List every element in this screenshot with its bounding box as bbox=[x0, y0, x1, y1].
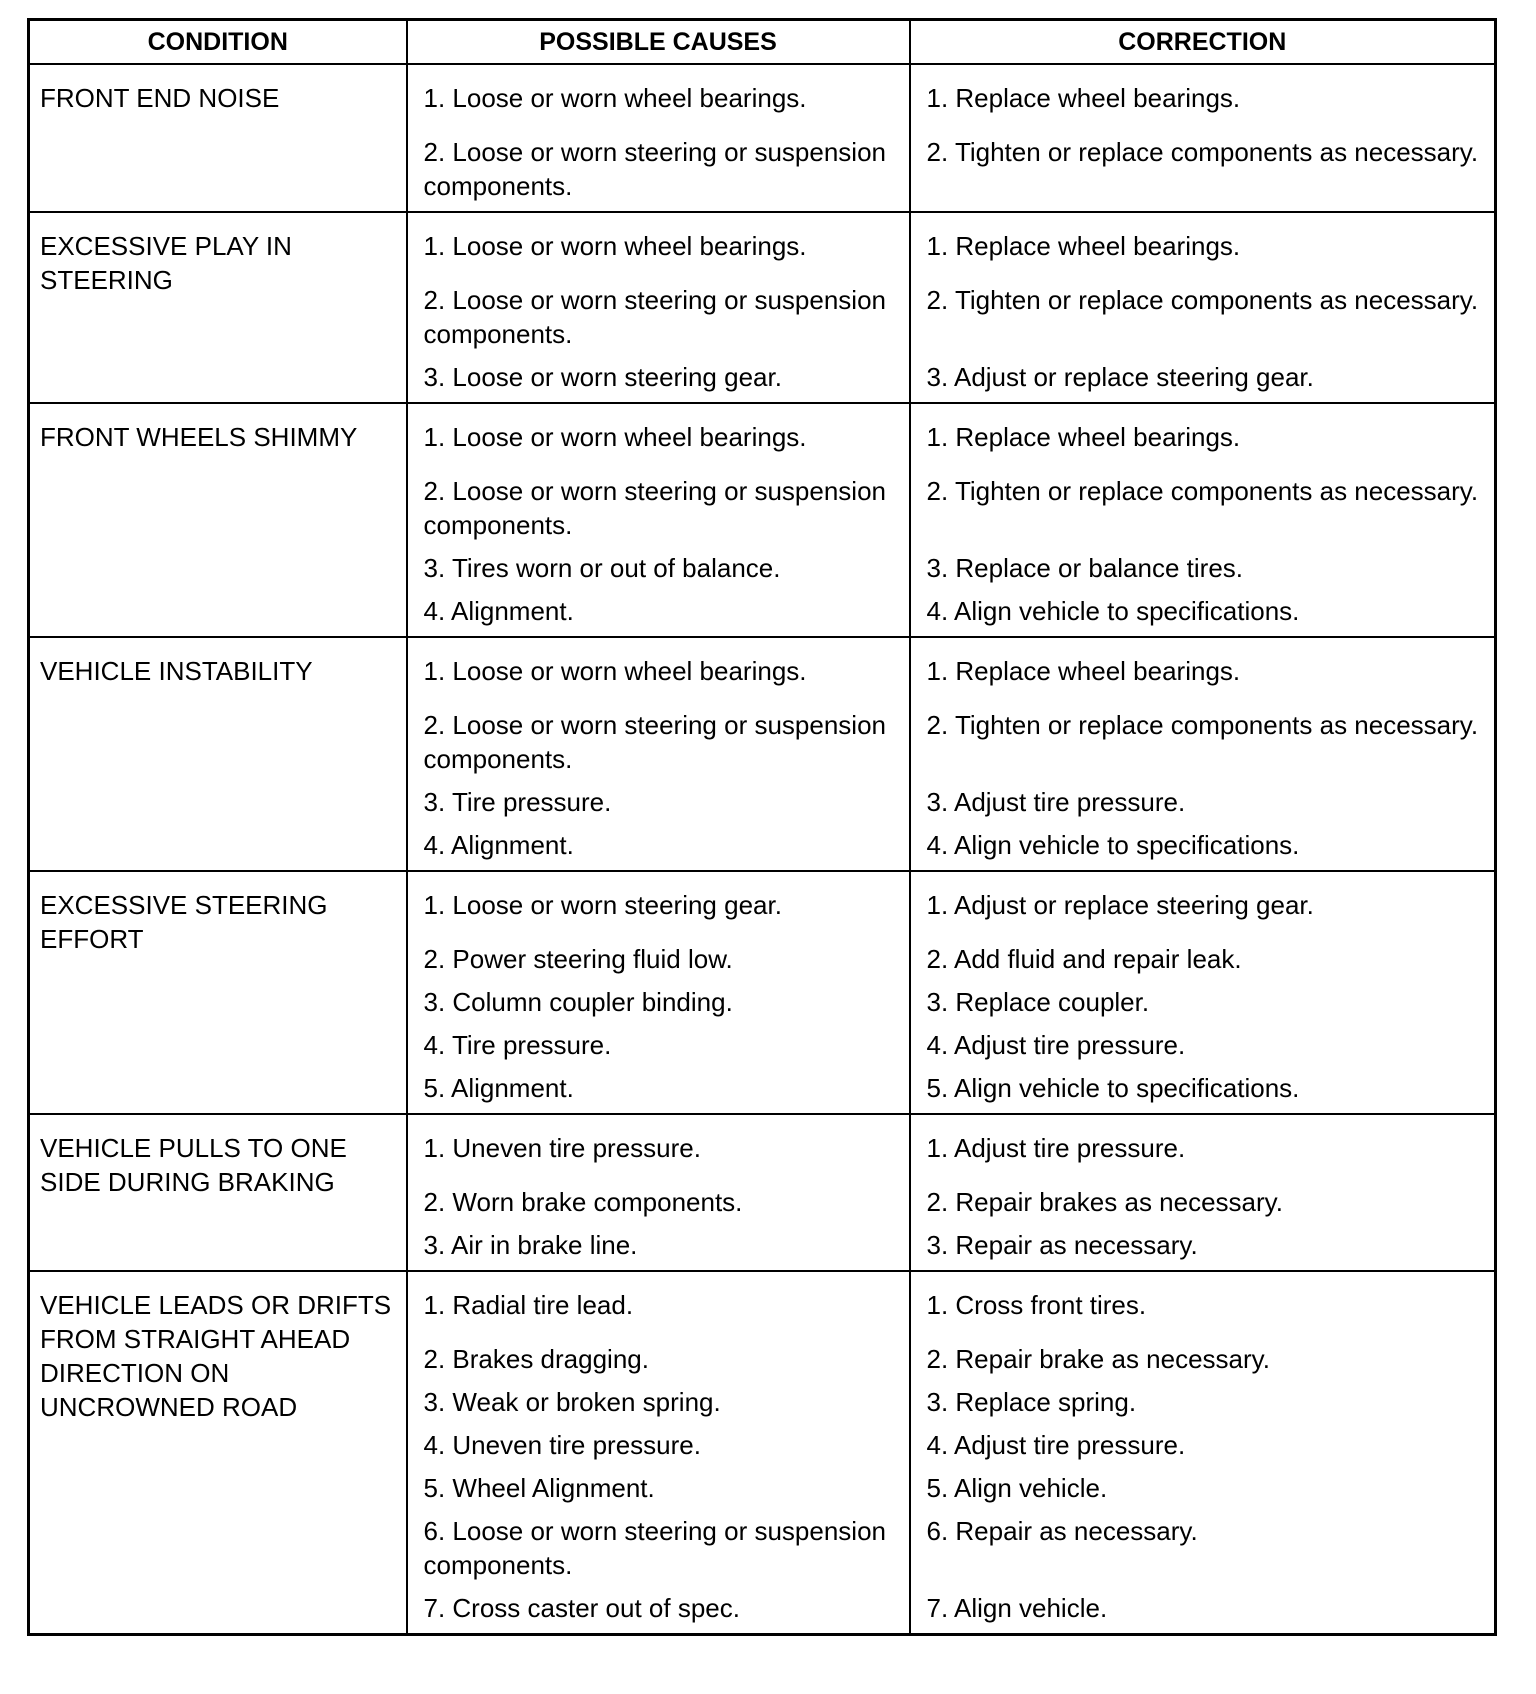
correction-item: 2. Tighten or replace components as necessary. bbox=[926, 710, 1479, 740]
header-correction: CORRECTION bbox=[910, 20, 1496, 65]
cause-item: 2. Worn brake components. bbox=[423, 1187, 743, 1217]
correction-item: 1. Adjust or replace steering gear. bbox=[926, 890, 1314, 920]
corrections-cell bbox=[910, 403, 1496, 637]
causes-cell bbox=[407, 64, 910, 212]
correction-item: 1. Adjust tire pressure. bbox=[926, 1133, 1186, 1163]
correction-item: 3. Replace spring. bbox=[926, 1387, 1137, 1417]
correction-item: 5. Align vehicle to specifications. bbox=[926, 1073, 1300, 1103]
cause-item: 5. Wheel Alignment. bbox=[423, 1473, 655, 1503]
correction-item: 4. Align vehicle to specifications. bbox=[926, 830, 1300, 860]
correction-item: 5. Align vehicle. bbox=[926, 1473, 1108, 1503]
corrections-cell bbox=[910, 871, 1496, 1114]
correction-item: 2. Tighten or replace components as necessary. bbox=[926, 137, 1479, 167]
table-row bbox=[29, 637, 1496, 871]
table-row bbox=[29, 212, 1496, 403]
cause-item: 2. Brakes dragging. bbox=[423, 1344, 649, 1374]
cause-item: 4. Alignment. bbox=[423, 596, 574, 626]
correction-item: 3. Replace or balance tires. bbox=[926, 553, 1244, 583]
table-row bbox=[29, 64, 1496, 212]
cause-item: 3. Loose or worn steering gear. bbox=[423, 362, 782, 392]
cause-item: 3. Air in brake line. bbox=[423, 1230, 638, 1260]
cause-item: 5. Alignment. bbox=[423, 1073, 574, 1103]
cause-item: 4. Tire pressure. bbox=[423, 1030, 612, 1060]
cause-item: 4. Alignment. bbox=[423, 830, 574, 860]
cause-item: 2. Power steering fluid low. bbox=[423, 944, 733, 974]
header-row bbox=[29, 20, 1496, 65]
causes-cell bbox=[407, 871, 910, 1114]
table-row bbox=[29, 1114, 1496, 1271]
cause-item: 1. Loose or worn wheel bearings. bbox=[423, 656, 807, 686]
cause-item: 2. Loose or worn steering or suspension components. bbox=[423, 137, 886, 201]
table-body bbox=[29, 64, 1496, 1635]
corrections-cell bbox=[910, 64, 1496, 212]
correction-item: 4. Adjust tire pressure. bbox=[926, 1030, 1186, 1060]
correction-item: 7. Align vehicle. bbox=[926, 1593, 1108, 1623]
causes-cell bbox=[407, 1271, 910, 1635]
correction-item: 6. Repair as necessary. bbox=[926, 1516, 1198, 1546]
cause-item: 3. Weak or broken spring. bbox=[423, 1387, 721, 1417]
cause-item: 1. Loose or worn wheel bearings. bbox=[423, 231, 807, 261]
condition-cell: EXCESSIVE PLAY IN STEERING bbox=[29, 212, 407, 403]
header-condition: CONDITION bbox=[29, 20, 407, 65]
cause-item: 6. Loose or worn steering or suspension components. bbox=[423, 1516, 886, 1580]
correction-item: 3. Repair as necessary. bbox=[926, 1230, 1198, 1260]
correction-item: 1. Replace wheel bearings. bbox=[926, 83, 1241, 113]
cause-item: 2. Loose or worn steering or suspension components. bbox=[423, 476, 886, 540]
cause-item: 1. Loose or worn wheel bearings. bbox=[423, 83, 807, 113]
cause-item: 3. Column coupler binding. bbox=[423, 987, 733, 1017]
condition-cell: FRONT END NOISE bbox=[29, 64, 407, 212]
correction-item: 2. Repair brakes as necessary. bbox=[926, 1187, 1283, 1217]
cause-item: 1. Loose or worn steering gear. bbox=[423, 890, 782, 920]
correction-item: 2. Tighten or replace components as necessary. bbox=[926, 476, 1479, 506]
table-row bbox=[29, 871, 1496, 1114]
table-row bbox=[29, 403, 1496, 637]
condition-cell: FRONT WHEELS SHIMMY bbox=[29, 403, 407, 637]
corrections-cell bbox=[910, 212, 1496, 403]
cause-item: 2. Loose or worn steering or suspension components. bbox=[423, 285, 886, 349]
correction-item: 1. Cross front tires. bbox=[926, 1290, 1147, 1320]
correction-item: 2. Tighten or replace components as necessary. bbox=[926, 285, 1479, 315]
cause-item: 3. Tires worn or out of balance. bbox=[423, 553, 781, 583]
correction-item: 3. Replace coupler. bbox=[926, 987, 1150, 1017]
correction-item: 1. Replace wheel bearings. bbox=[926, 422, 1241, 452]
header-possible-causes: POSSIBLE CAUSES bbox=[407, 20, 910, 65]
correction-item: 2. Repair brake as necessary. bbox=[926, 1344, 1270, 1374]
correction-item: 3. Adjust tire pressure. bbox=[926, 787, 1186, 817]
correction-item: 1. Replace wheel bearings. bbox=[926, 231, 1241, 261]
cause-item: 1. Radial tire lead. bbox=[423, 1290, 634, 1320]
correction-item: 4. Adjust tire pressure. bbox=[926, 1430, 1186, 1460]
correction-item: 3. Adjust or replace steering gear. bbox=[926, 362, 1314, 392]
condition-cell: VEHICLE LEADS OR DRIFTS FROM STRAIGHT AHEAD DIRECTION ON UNCROWNED ROAD bbox=[29, 1271, 407, 1635]
diagnosis-table bbox=[27, 18, 1497, 1636]
cause-item: 4. Uneven tire pressure. bbox=[423, 1430, 701, 1460]
correction-item: 4. Align vehicle to specifications. bbox=[926, 596, 1300, 626]
causes-cell bbox=[407, 212, 910, 403]
cause-item: 7. Cross caster out of spec. bbox=[423, 1593, 740, 1623]
corrections-cell bbox=[910, 1114, 1496, 1271]
cause-item: 3. Tire pressure. bbox=[423, 787, 612, 817]
condition-cell: EXCESSIVE STEERING EFFORT bbox=[29, 871, 407, 1114]
causes-cell bbox=[407, 637, 910, 871]
correction-item: 1. Replace wheel bearings. bbox=[926, 656, 1241, 686]
causes-cell bbox=[407, 1114, 910, 1271]
cause-item: 1. Uneven tire pressure. bbox=[423, 1133, 701, 1163]
cause-item: 1. Loose or worn wheel bearings. bbox=[423, 422, 807, 452]
cause-item: 2. Loose or worn steering or suspension components. bbox=[423, 710, 886, 774]
condition-cell: VEHICLE PULLS TO ONE SIDE DURING BRAKING bbox=[29, 1114, 407, 1271]
corrections-cell bbox=[910, 637, 1496, 871]
table-row bbox=[29, 1271, 1496, 1635]
causes-cell bbox=[407, 403, 910, 637]
condition-cell: VEHICLE INSTABILITY bbox=[29, 637, 407, 871]
correction-item: 2. Add fluid and repair leak. bbox=[926, 944, 1242, 974]
corrections-cell bbox=[910, 1271, 1496, 1635]
